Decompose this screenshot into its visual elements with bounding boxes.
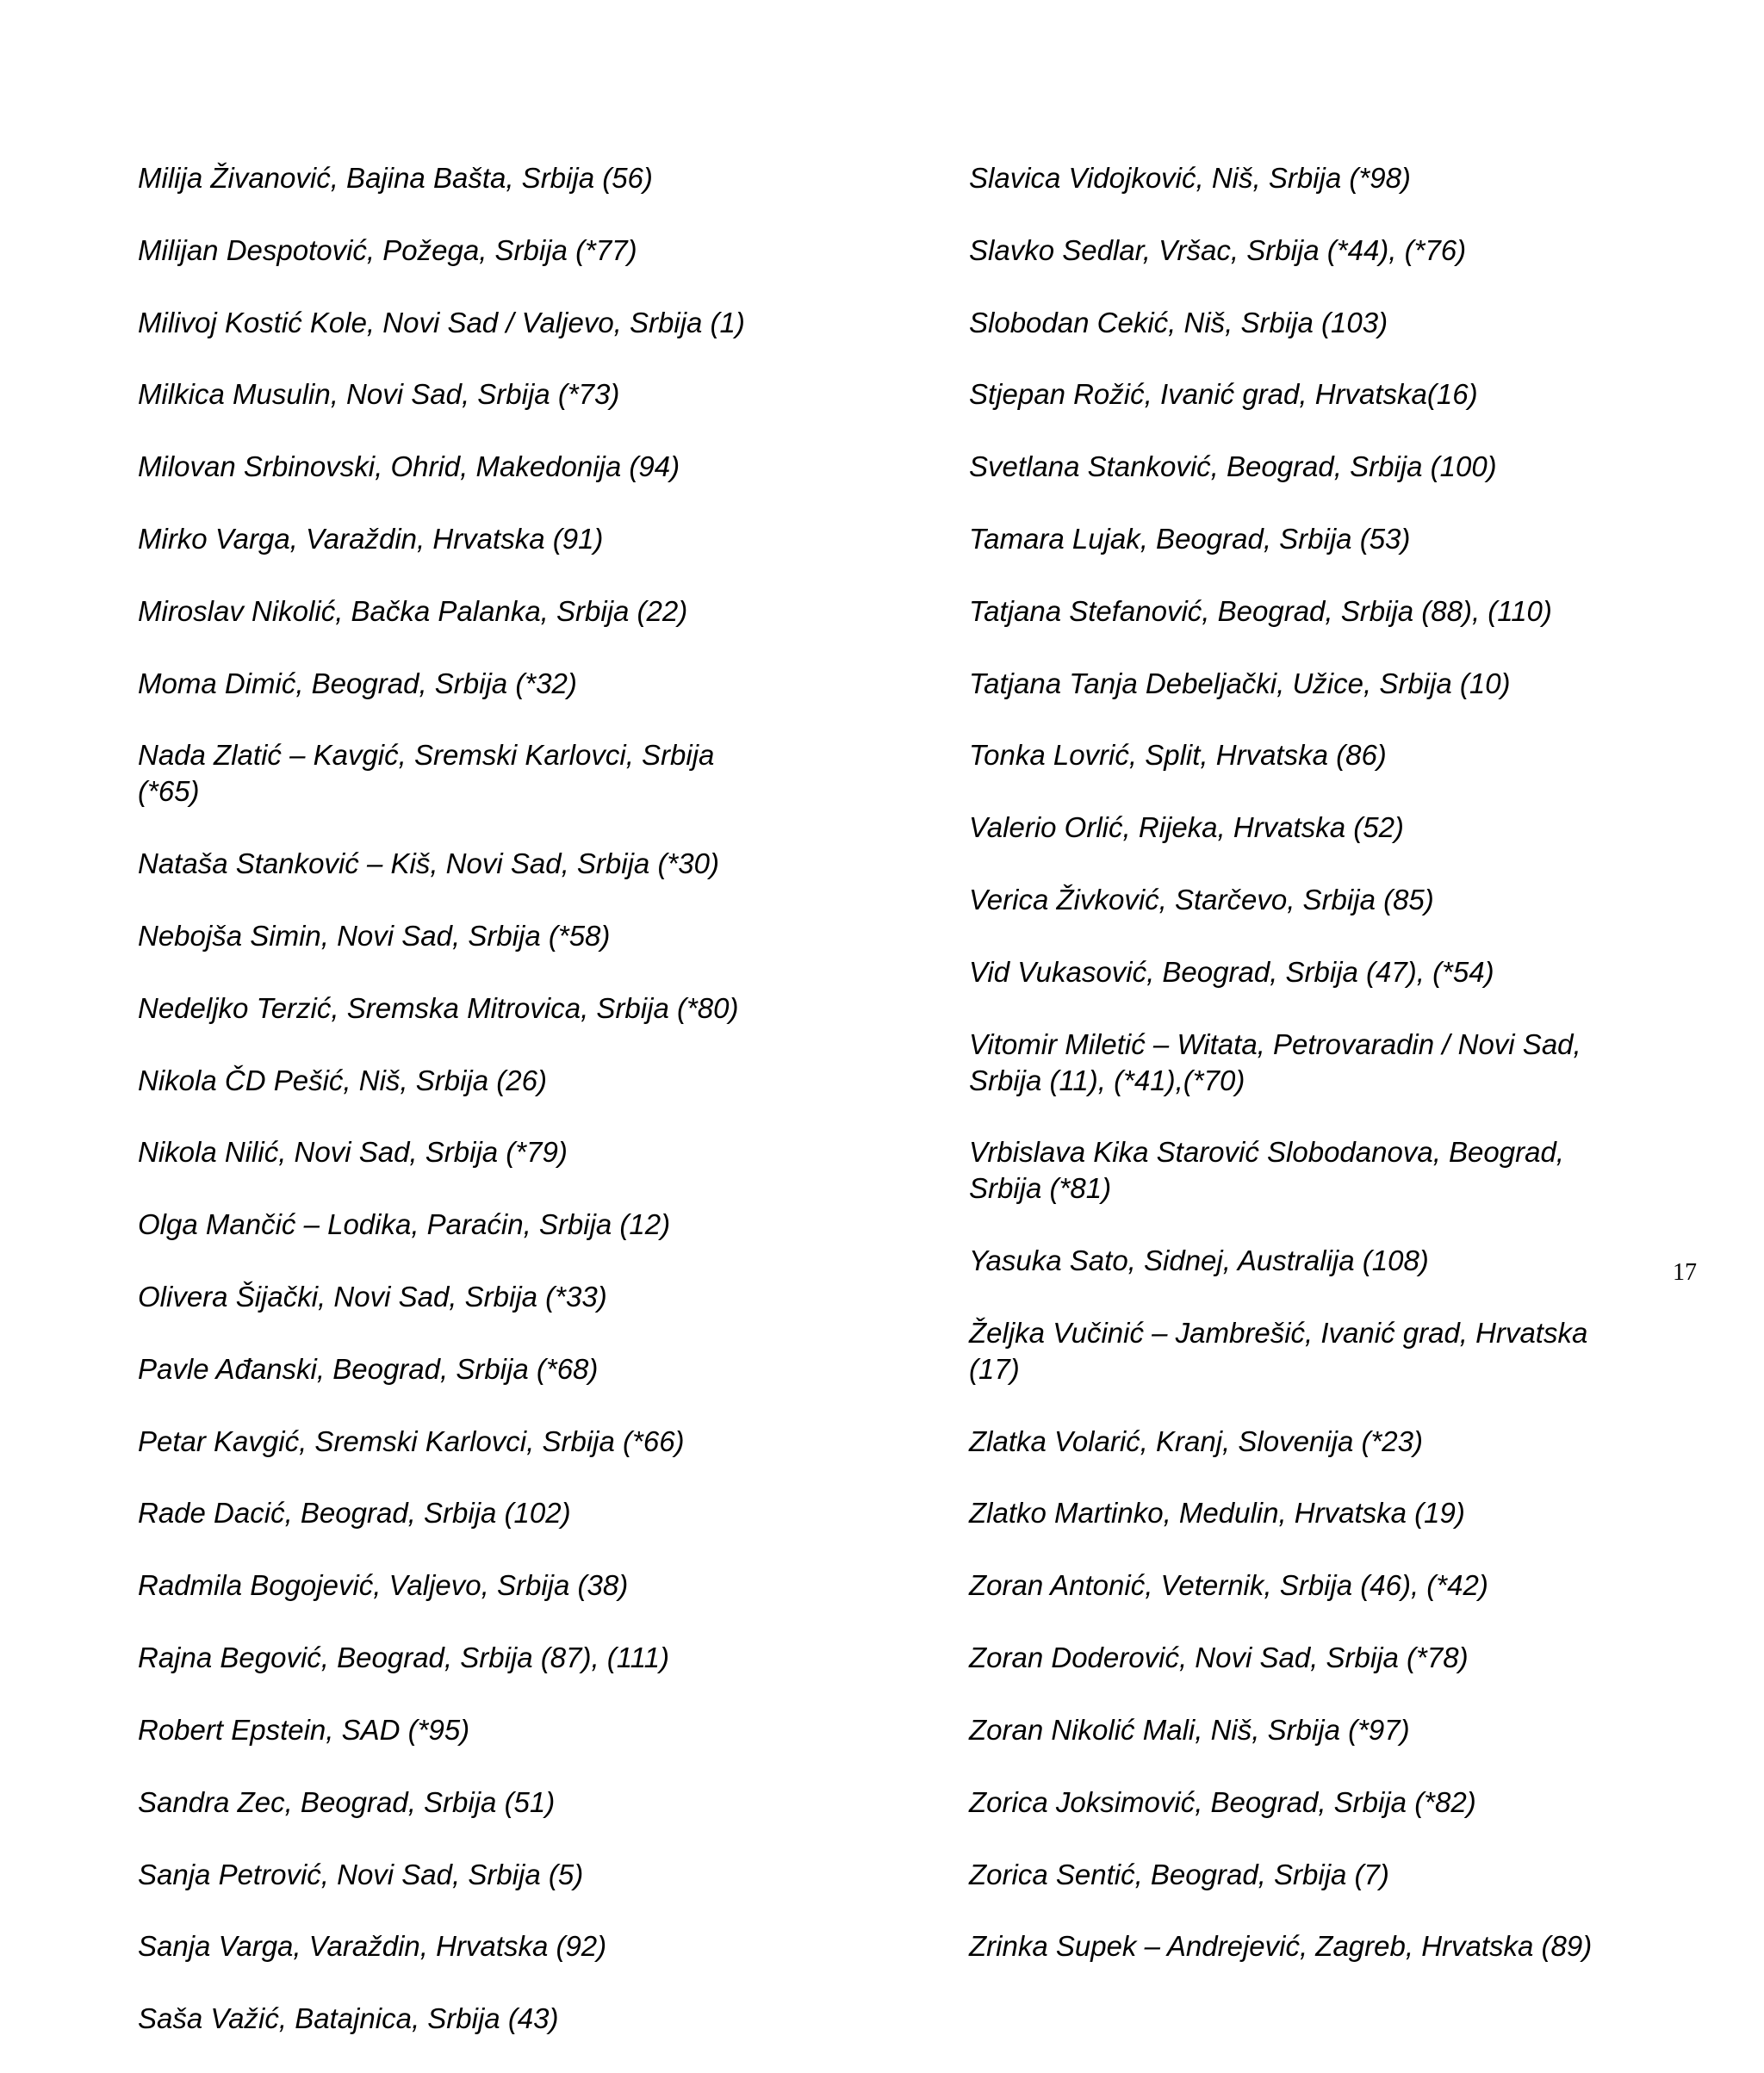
list-item: Nada Zlatić – Kavgić, Sremski Karlovci, Srbija (*65) xyxy=(138,739,715,808)
list-item: Rade Dacić, Beograd, Srbija (102) xyxy=(138,1497,571,1530)
list-item: Zoran Doderović, Novi Sad, Srbija (*78) xyxy=(969,1642,1469,1674)
list-item: Nikola Nilić, Novi Sad, Srbija (*79) xyxy=(138,1136,568,1169)
list-item: Stjepan Rožić, Ivanić grad, Hrvatska(16) xyxy=(969,378,1478,411)
list-item: Rajna Begović, Beograd, Srbija (87), (111) xyxy=(138,1642,669,1674)
list-item: Tatjana Stefanović, Beograd, Srbija (88), (110) xyxy=(969,594,1552,627)
list-item: Zlatko Martinko, Medulin, Hrvatska (19) xyxy=(969,1497,1465,1530)
list-item: Moma Dimić, Beograd, Srbija (*32) xyxy=(138,667,577,699)
list-item: Olga Mančić – Lodika, Paraćin, Srbija (12) xyxy=(138,1208,671,1241)
left-column-list xyxy=(138,124,801,2073)
list-item: Željka Vučinić – Jambrešić, Ivanić grad, Hrvatska (17) xyxy=(969,1316,1588,1385)
list-item: Slavica Vidojković, Niš, Srbija (*98) xyxy=(969,161,1411,194)
list-item: Zorica Sentić, Beograd, Srbija (7) xyxy=(969,1858,1389,1890)
page-number: 17 xyxy=(1673,1259,1697,1286)
list-item: Milovan Srbinovski, Ohrid, Makedonija (94) xyxy=(138,450,680,483)
list-item: Milija Živanović, Bajina Bašta, Srbija (56) xyxy=(138,161,653,194)
list-item: Valerio Orlić, Rijeka, Hrvatska (52) xyxy=(969,811,1404,844)
list-item: Tonka Lovrić, Split, Hrvatska (86) xyxy=(969,739,1387,772)
list-item: Mirko Varga, Varaždin, Hrvatska (91) xyxy=(138,522,604,555)
right-column-list xyxy=(969,124,1684,2001)
list-item: Saša Važić, Batajnica, Srbija (43) xyxy=(138,2002,559,2035)
list-item: Slavko Sedlar, Vršac, Srbija (*44), (*76) xyxy=(969,233,1467,266)
list-item: Tatjana Tanja Debeljački, Užice, Srbija (10) xyxy=(969,667,1511,699)
list-item: Nebojša Simin, Novi Sad, Srbija (*58) xyxy=(138,919,611,952)
list-item: Sanja Varga, Varaždin, Hrvatska (92) xyxy=(138,1930,607,1963)
list-item: Milijan Despotović, Požega, Srbija (*77) xyxy=(138,233,637,266)
list-item: Yasuka Sato, Sidnej, Australija (108) xyxy=(969,1244,1429,1277)
list-item: Zrinka Supek – Andrejević, Zagreb, Hrvatska (89) xyxy=(969,1930,1593,1963)
list-item: Miroslav Nikolić, Bačka Palanka, Srbija (22) xyxy=(138,594,688,627)
list-item: Svetlana Stanković, Beograd, Srbija (100) xyxy=(969,450,1497,483)
list-item: Zlatka Volarić, Kranj, Slovenija (*23) xyxy=(969,1424,1424,1457)
list-item: Zorica Joksimović, Beograd, Srbija (*82) xyxy=(969,1785,1476,1818)
list-item: Zoran Nikolić Mali, Niš, Srbija (*97) xyxy=(969,1713,1410,1746)
list-item: Sandra Zec, Beograd, Srbija (51) xyxy=(138,1785,556,1818)
list-item: Nedeljko Terzić, Sremska Mitrovica, Srbija (*80) xyxy=(138,991,739,1024)
list-item: Slobodan Cekić, Niš, Srbija (103) xyxy=(969,306,1388,338)
list-item: Nikola ČD Pešić, Niš, Srbija (26) xyxy=(138,1064,547,1096)
list-item: Petar Kavgić, Sremski Karlovci, Srbija (*66) xyxy=(138,1424,685,1457)
list-item: Zoran Antonić, Veternik, Srbija (46), (*42) xyxy=(969,1569,1488,1602)
list-item: Radmila Bogojević, Valjevo, Srbija (38) xyxy=(138,1569,629,1602)
list-item: Robert Epstein, SAD (*95) xyxy=(138,1713,470,1746)
list-item: Vitomir Miletić – Witata, Petrovaradin / Novi Sad, Srbija (11), (*41),(*70) xyxy=(969,1027,1581,1096)
list-item: Vrbislava Kika Starović Slobodanova, Beograd, Srbija (*81) xyxy=(969,1136,1564,1205)
list-item: Olivera Šijački, Novi Sad, Srbija (*33) xyxy=(138,1281,607,1313)
list-item: Milivoj Kostić Kole, Novi Sad / Valjevo, Srbija (1) xyxy=(138,306,745,338)
list-item: Milkica Musulin, Novi Sad, Srbija (*73) xyxy=(138,378,620,411)
list-item: Vid Vukasović, Beograd, Srbija (47), (*54) xyxy=(969,955,1494,988)
list-item: Nataša Stanković – Kiš, Novi Sad, Srbija (*30) xyxy=(138,847,719,880)
list-item: Pavle Ađanski, Beograd, Srbija (*68) xyxy=(138,1352,599,1385)
list-item: Sanja Petrović, Novi Sad, Srbija (5) xyxy=(138,1858,584,1890)
list-item: Tamara Lujak, Beograd, Srbija (53) xyxy=(969,522,1411,555)
list-item: Verica Živković, Starčevo, Srbija (85) xyxy=(969,884,1434,916)
